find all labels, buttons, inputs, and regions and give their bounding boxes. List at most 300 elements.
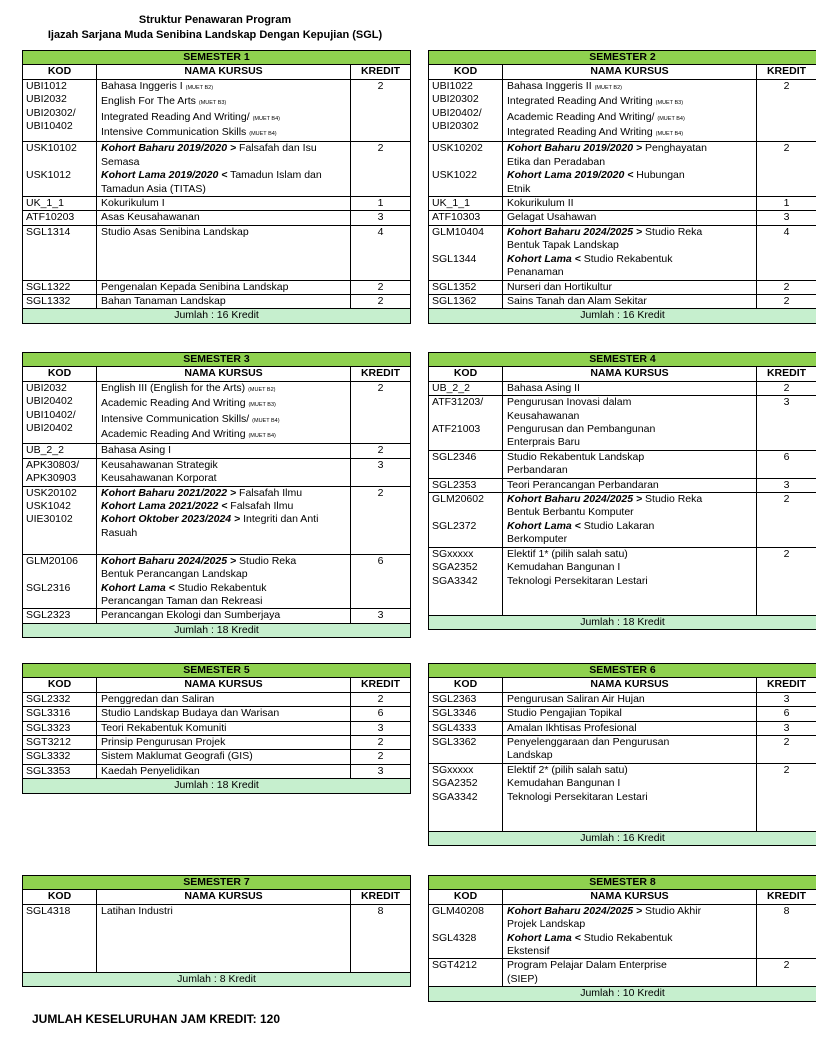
kredit-value: 3 bbox=[757, 721, 816, 735]
course-name: Intensive Communication Skills/ bbox=[101, 412, 253, 425]
kredit-value: 4 bbox=[757, 225, 816, 280]
course-name: Studio Lakaran bbox=[580, 519, 655, 532]
semester-total: Jumlah : 18 Kredit bbox=[429, 615, 816, 629]
document-subtitle: Ijazah Sarjana Muda Senibina Landskap Dengan Kepujian (SGL) bbox=[47, 29, 383, 41]
course-code-cell bbox=[429, 294, 503, 308]
course-code-cell bbox=[23, 707, 97, 721]
kredit-value: 3 bbox=[757, 396, 816, 451]
kredit-value: 6 bbox=[351, 707, 411, 721]
course-name-line bbox=[101, 750, 346, 763]
course-row bbox=[429, 381, 816, 395]
course-row bbox=[429, 959, 816, 987]
course-name-line bbox=[507, 945, 752, 958]
course-name-cell bbox=[503, 79, 757, 142]
course-name-line bbox=[101, 527, 346, 540]
course-name-line bbox=[101, 736, 346, 749]
course-name: Ekstensif bbox=[507, 945, 550, 958]
cohort-label: Kohort Baharu 2021/2022 > bbox=[101, 486, 237, 499]
course-code bbox=[432, 183, 498, 196]
course-code-cell bbox=[23, 736, 97, 750]
course-name-cell bbox=[503, 478, 757, 492]
course-row bbox=[429, 197, 816, 211]
course-name-line bbox=[507, 817, 752, 830]
muet-note: (MUET B4) bbox=[248, 433, 276, 440]
semester-total: Jumlah : 16 Kredit bbox=[429, 309, 816, 323]
course-name-line bbox=[101, 80, 346, 95]
course-name: Gelagat Usahawan bbox=[507, 211, 597, 224]
course-code: SGL3323 bbox=[26, 721, 71, 734]
course-name-line bbox=[507, 382, 752, 395]
kod-header: KOD bbox=[429, 678, 503, 692]
course-name: Asas Keusahawanan bbox=[101, 211, 200, 224]
semester-6-table bbox=[428, 663, 816, 846]
semester-total: Jumlah : 16 Kredit bbox=[429, 831, 816, 845]
course-name-line bbox=[507, 281, 752, 294]
course-code bbox=[26, 239, 92, 252]
semester-total: Jumlah : 18 Kredit bbox=[23, 779, 411, 793]
course-code: SGA2352 bbox=[432, 561, 478, 574]
course-name: Tamadun Asia (TITAS) bbox=[101, 182, 206, 195]
cohort-label: Kohort Lama < bbox=[507, 519, 581, 532]
course-code bbox=[26, 156, 92, 169]
semester-title: SEMESTER 4 bbox=[429, 353, 816, 367]
kredit-value: 2 bbox=[757, 493, 816, 548]
course-code bbox=[432, 918, 498, 931]
course-name-line bbox=[507, 693, 752, 706]
course-name: Projek Landskap bbox=[507, 918, 586, 931]
course-name-line bbox=[507, 722, 752, 735]
semester-7-table bbox=[22, 875, 411, 987]
course-code-cell bbox=[23, 764, 97, 778]
course-name: Studio Reka bbox=[236, 554, 297, 567]
course-name-line bbox=[101, 95, 346, 110]
course-row bbox=[23, 197, 411, 211]
course-code: UB_2_2 bbox=[26, 444, 64, 457]
course-code bbox=[432, 533, 498, 546]
course-code bbox=[432, 817, 498, 830]
course-name-line bbox=[507, 918, 752, 931]
course-name-line bbox=[101, 918, 346, 931]
course-code-cell bbox=[23, 554, 97, 609]
course-name-line bbox=[507, 396, 752, 409]
course-name-line bbox=[507, 561, 752, 574]
course-code-cell bbox=[23, 294, 97, 308]
kredit-header: KREDIT bbox=[757, 65, 816, 79]
course-name-line bbox=[507, 111, 752, 126]
course-code-cell bbox=[429, 478, 503, 492]
course-name-cell bbox=[97, 294, 351, 308]
course-row bbox=[429, 904, 816, 959]
course-code bbox=[432, 601, 498, 614]
course-code-cell bbox=[23, 750, 97, 764]
course-code-cell bbox=[23, 197, 97, 211]
course-name-line bbox=[101, 513, 346, 526]
course-name-line bbox=[101, 595, 346, 608]
course-name-line bbox=[101, 156, 346, 169]
course-code: SGL3346 bbox=[432, 707, 477, 720]
course-name-line bbox=[507, 764, 752, 777]
course-row bbox=[23, 609, 411, 623]
course-code-cell bbox=[23, 225, 97, 280]
kredit-header: KREDIT bbox=[351, 678, 411, 692]
course-code bbox=[26, 540, 92, 553]
course-row bbox=[23, 692, 411, 706]
kredit-value: 4 bbox=[351, 225, 411, 280]
course-name-cell bbox=[503, 396, 757, 451]
course-name: Studio Reka bbox=[642, 225, 703, 238]
course-name-cell bbox=[503, 211, 757, 225]
course-name-line bbox=[101, 428, 346, 443]
course-name-cell bbox=[97, 721, 351, 735]
course-name: Academic Reading And Writing bbox=[101, 397, 249, 410]
course-name-line bbox=[507, 588, 752, 601]
kredit-value: 3 bbox=[757, 211, 816, 225]
course-row bbox=[429, 450, 816, 478]
course-name-cell bbox=[503, 280, 757, 294]
course-name: Tamadun Islam dan bbox=[227, 169, 322, 182]
course-code bbox=[26, 183, 92, 196]
course-name-line bbox=[101, 226, 346, 239]
course-code: UBI20302 bbox=[432, 120, 479, 133]
course-name-cell bbox=[97, 458, 351, 486]
course-name-line bbox=[101, 945, 346, 958]
kredit-value: 2 bbox=[351, 444, 411, 458]
kredit-value: 2 bbox=[757, 959, 816, 987]
course-name: English III (English for the Arts) bbox=[101, 381, 249, 394]
course-name-cell bbox=[97, 736, 351, 750]
course-code: ATF31203/ bbox=[432, 396, 484, 409]
muet-note: (MUET B4) bbox=[249, 131, 277, 138]
course-name-line bbox=[507, 548, 752, 561]
course-code: SGL1322 bbox=[26, 280, 71, 293]
course-name: Bahasa Inggeris II bbox=[507, 79, 595, 92]
course-code-cell bbox=[23, 458, 97, 486]
kredit-value: 2 bbox=[757, 142, 816, 197]
course-row bbox=[429, 294, 816, 308]
course-name-cell bbox=[97, 486, 351, 554]
course-name-cell bbox=[503, 493, 757, 548]
course-name-cell bbox=[503, 450, 757, 478]
course-code bbox=[26, 958, 92, 971]
muet-note: (MUET B3) bbox=[198, 100, 227, 107]
course-name-line bbox=[507, 533, 752, 546]
semester-8-table bbox=[428, 875, 816, 1002]
course-code-cell bbox=[429, 211, 503, 225]
course-code: SGL3362 bbox=[432, 736, 477, 749]
course-code bbox=[26, 568, 92, 581]
total-credit-footer: JUMLAH KESELURUHAN JAM KREDIT: 120 bbox=[32, 1012, 281, 1026]
course-code: SGL2316 bbox=[26, 581, 71, 594]
course-name: Pengurusan dan Pembangunan bbox=[507, 423, 656, 436]
course-code: UBI20402/ bbox=[432, 106, 482, 119]
course-code bbox=[26, 932, 92, 945]
course-name-line bbox=[507, 464, 752, 477]
course-name-line bbox=[507, 575, 752, 588]
course-name-line bbox=[101, 169, 346, 182]
course-code: SGL1332 bbox=[26, 294, 71, 307]
semester-title: SEMESTER 8 bbox=[429, 876, 816, 890]
course-code: SGL2346 bbox=[432, 450, 477, 463]
course-row bbox=[23, 750, 411, 764]
kredit-value: 2 bbox=[757, 381, 816, 395]
course-code: UIE30102 bbox=[26, 513, 73, 526]
course-name: Berkomputer bbox=[507, 533, 568, 546]
course-name-cell bbox=[503, 197, 757, 211]
course-name-line bbox=[507, 80, 752, 95]
course-name-line bbox=[101, 444, 346, 457]
course-name: Kokurikulum II bbox=[507, 197, 574, 210]
course-row bbox=[23, 211, 411, 225]
course-name-cell bbox=[503, 547, 757, 615]
kredit-value: 2 bbox=[757, 294, 816, 308]
course-code: UB_2_2 bbox=[432, 381, 470, 394]
course-name-line bbox=[507, 197, 752, 210]
course-name: Studio Rekabentuk bbox=[174, 581, 267, 594]
course-name: Bahasa Inggeris I bbox=[101, 79, 186, 92]
semester-total: Jumlah : 16 Kredit bbox=[23, 309, 411, 323]
course-code bbox=[432, 506, 498, 519]
course-code-cell bbox=[429, 396, 503, 451]
course-name-cell bbox=[97, 554, 351, 609]
course-code: APK30803/ bbox=[26, 458, 80, 471]
course-name: Perancangan Taman dan Rekreasi bbox=[101, 594, 263, 607]
kredit-header: KREDIT bbox=[351, 890, 411, 904]
course-name: Bentuk Perancangan Landskap bbox=[101, 568, 248, 581]
course-code: USK10102 bbox=[26, 142, 77, 155]
course-code: UBI10402/ bbox=[26, 408, 76, 421]
course-name-cell bbox=[503, 763, 757, 831]
course-code: SGL1352 bbox=[432, 280, 477, 293]
course-code: SGL4333 bbox=[432, 721, 477, 734]
course-code bbox=[432, 804, 498, 817]
course-name-line bbox=[101, 397, 346, 412]
muet-note: (MUET B3) bbox=[248, 402, 276, 409]
course-name-line bbox=[507, 506, 752, 519]
kod-header: KOD bbox=[23, 367, 97, 381]
course-name-line bbox=[507, 156, 752, 169]
course-code: UBI1022 bbox=[432, 79, 473, 92]
course-code-cell bbox=[429, 707, 503, 721]
cohort-label: Kohort Lama 2021/2022 < bbox=[101, 500, 228, 513]
course-code: SGL4318 bbox=[26, 904, 71, 917]
course-code: SGL1314 bbox=[26, 225, 71, 238]
course-name: Etnik bbox=[507, 182, 531, 195]
course-name: Falsafah Ilmu bbox=[236, 486, 303, 499]
course-name-line bbox=[507, 520, 752, 533]
muet-note: (MUET B2) bbox=[248, 386, 276, 393]
course-code: SGL3332 bbox=[26, 750, 71, 763]
course-name-line bbox=[507, 707, 752, 720]
course-name-line bbox=[101, 111, 346, 126]
kredit-value: 8 bbox=[351, 904, 411, 972]
kod-header: KOD bbox=[429, 65, 503, 79]
course-code: UBI20302 bbox=[432, 93, 479, 106]
semester-title: SEMESTER 3 bbox=[23, 353, 411, 367]
course-code-cell bbox=[429, 197, 503, 211]
course-name: Teknologi Persekitaran Lestari bbox=[507, 574, 648, 587]
course-code: GLM20106 bbox=[26, 554, 78, 567]
muet-note: (MUET B2) bbox=[594, 84, 622, 91]
course-name: Falsafah dan Isu bbox=[236, 142, 317, 155]
course-name: Studio Landskap Budaya dan Warisan bbox=[101, 707, 280, 720]
kredit-value: 1 bbox=[757, 197, 816, 211]
course-row bbox=[429, 493, 816, 548]
course-code bbox=[432, 156, 498, 169]
course-code: USK1042 bbox=[26, 500, 71, 513]
course-code: UBI20402 bbox=[26, 422, 73, 435]
course-name: Semasa bbox=[101, 155, 140, 168]
course-code: GLM10404 bbox=[432, 225, 484, 238]
course-name-line bbox=[507, 905, 752, 918]
kod-header: KOD bbox=[23, 678, 97, 692]
course-name-line bbox=[101, 295, 346, 308]
document-title: Struktur Penawaran Program bbox=[138, 14, 292, 26]
course-code-cell bbox=[23, 211, 97, 225]
semester-title: SEMESTER 6 bbox=[429, 664, 816, 678]
course-code: UBI1012 bbox=[26, 79, 67, 92]
course-name-line bbox=[507, 749, 752, 762]
course-name-cell bbox=[97, 381, 351, 444]
course-row bbox=[429, 396, 816, 451]
kredit-value: 2 bbox=[757, 763, 816, 831]
course-name-line bbox=[101, 609, 346, 622]
course-name-cell bbox=[503, 904, 757, 959]
semester-2-table bbox=[428, 50, 816, 324]
course-name-cell bbox=[503, 707, 757, 721]
course-name: Landskap bbox=[507, 749, 553, 762]
course-name: Program Pelajar Dalam Enterprise bbox=[507, 959, 667, 972]
course-code: SGL3353 bbox=[26, 764, 71, 777]
course-name-line bbox=[101, 722, 346, 735]
course-code-cell bbox=[23, 692, 97, 706]
cohort-label: Kohort Lama < bbox=[101, 581, 175, 594]
course-name: Studio Reka bbox=[642, 493, 703, 506]
course-name-line bbox=[101, 266, 346, 279]
course-name: Sistem Maklumat Geografi (GIS) bbox=[101, 750, 253, 763]
course-code bbox=[26, 253, 92, 266]
course-name: Academic Reading And Writing bbox=[101, 428, 249, 441]
course-name: Integriti dan Anti bbox=[240, 513, 319, 526]
course-code: SGL4328 bbox=[432, 931, 477, 944]
course-name-line bbox=[507, 479, 752, 492]
course-name: Penggredan dan Saliran bbox=[101, 692, 215, 705]
course-code bbox=[26, 595, 92, 608]
kredit-header: KREDIT bbox=[757, 367, 816, 381]
course-name-cell bbox=[503, 736, 757, 764]
course-code: ATF10203 bbox=[26, 211, 75, 224]
course-code bbox=[26, 945, 92, 958]
course-code: SGL3316 bbox=[26, 707, 71, 720]
course-row bbox=[23, 280, 411, 294]
kredit-value: 2 bbox=[351, 692, 411, 706]
course-row bbox=[429, 692, 816, 706]
course-name-line bbox=[507, 423, 752, 436]
course-row bbox=[23, 458, 411, 486]
cohort-label: Kohort Baharu 2024/2025 > bbox=[507, 225, 643, 238]
kredit-value: 3 bbox=[351, 721, 411, 735]
course-row bbox=[23, 142, 411, 197]
semester-total: Jumlah : 8 Kredit bbox=[23, 972, 411, 986]
kredit-value: 6 bbox=[757, 707, 816, 721]
course-name-line bbox=[101, 932, 346, 945]
course-code: SGA2352 bbox=[432, 777, 478, 790]
course-name-line bbox=[507, 226, 752, 239]
course-name: Penyelenggaraan dan Pengurusan bbox=[507, 736, 670, 749]
kod-header: KOD bbox=[23, 65, 97, 79]
course-name: Academic Reading And Writing/ bbox=[507, 110, 658, 123]
kod-header: KOD bbox=[429, 367, 503, 381]
course-name-line bbox=[507, 777, 752, 790]
course-name: Keusahawanan bbox=[507, 409, 580, 422]
course-code-cell bbox=[23, 79, 97, 142]
course-code bbox=[432, 266, 498, 279]
nama-kursus-header: NAMA KURSUS bbox=[503, 678, 757, 692]
cohort-label: Kohort Lama 2019/2020 < bbox=[507, 169, 634, 182]
course-name: Hubungan bbox=[633, 169, 685, 182]
cohort-label: Kohort Baharu 2019/2020 > bbox=[101, 142, 237, 155]
course-name: Elektif 2* (pilih salah satu) bbox=[507, 763, 628, 776]
course-name: Keusahawanan Strategik bbox=[101, 458, 218, 471]
course-name-line bbox=[507, 266, 752, 279]
course-name: Elektif 1* (pilih salah satu) bbox=[507, 547, 628, 560]
course-code: USK1022 bbox=[432, 169, 477, 182]
course-name-line bbox=[101, 413, 346, 428]
muet-note: (MUET B2) bbox=[185, 84, 214, 91]
course-name-line bbox=[101, 958, 346, 971]
kredit-header: KREDIT bbox=[351, 65, 411, 79]
course-code-cell bbox=[23, 444, 97, 458]
course-name-line bbox=[101, 472, 346, 485]
semester-title: SEMESTER 7 bbox=[23, 876, 411, 890]
course-name-cell bbox=[97, 707, 351, 721]
course-row bbox=[23, 721, 411, 735]
course-name-line bbox=[101, 765, 346, 778]
course-code: SGxxxxx bbox=[432, 763, 474, 776]
course-name-line bbox=[507, 736, 752, 749]
course-code: SGL2323 bbox=[26, 609, 71, 622]
course-name: Intensive Communication Skills bbox=[101, 126, 250, 139]
course-code-cell bbox=[429, 79, 503, 142]
nama-kursus-header: NAMA KURSUS bbox=[503, 890, 757, 904]
course-name-line bbox=[101, 211, 346, 224]
course-code bbox=[432, 588, 498, 601]
course-code: SGA3342 bbox=[432, 790, 478, 803]
course-name-cell bbox=[97, 692, 351, 706]
kredit-value: 2 bbox=[351, 280, 411, 294]
kredit-value: 3 bbox=[351, 764, 411, 778]
course-code: UBI2032 bbox=[26, 381, 67, 394]
course-code: USK20102 bbox=[26, 486, 77, 499]
course-name: Teknologi Persekitaran Lestari bbox=[507, 790, 648, 803]
course-name: Amalan Ikhtisas Profesional bbox=[507, 721, 637, 734]
cohort-label: Kohort Lama < bbox=[507, 252, 581, 265]
course-name-line bbox=[507, 253, 752, 266]
course-code-cell bbox=[23, 381, 97, 444]
course-name-line bbox=[507, 126, 752, 141]
course-name-cell bbox=[97, 904, 351, 972]
kredit-header: KREDIT bbox=[351, 367, 411, 381]
course-code: UBI20402 bbox=[26, 395, 73, 408]
course-name-cell bbox=[97, 764, 351, 778]
course-name: Studio Rekabentuk Landskap bbox=[507, 450, 645, 463]
course-name-cell bbox=[97, 197, 351, 211]
course-code: SGT3212 bbox=[26, 736, 71, 749]
course-name-line bbox=[507, 211, 752, 224]
course-name-line bbox=[507, 973, 752, 986]
kredit-value: 8 bbox=[757, 904, 816, 959]
course-name-line bbox=[101, 253, 346, 266]
course-name: Bahan Tanaman Landskap bbox=[101, 294, 226, 307]
